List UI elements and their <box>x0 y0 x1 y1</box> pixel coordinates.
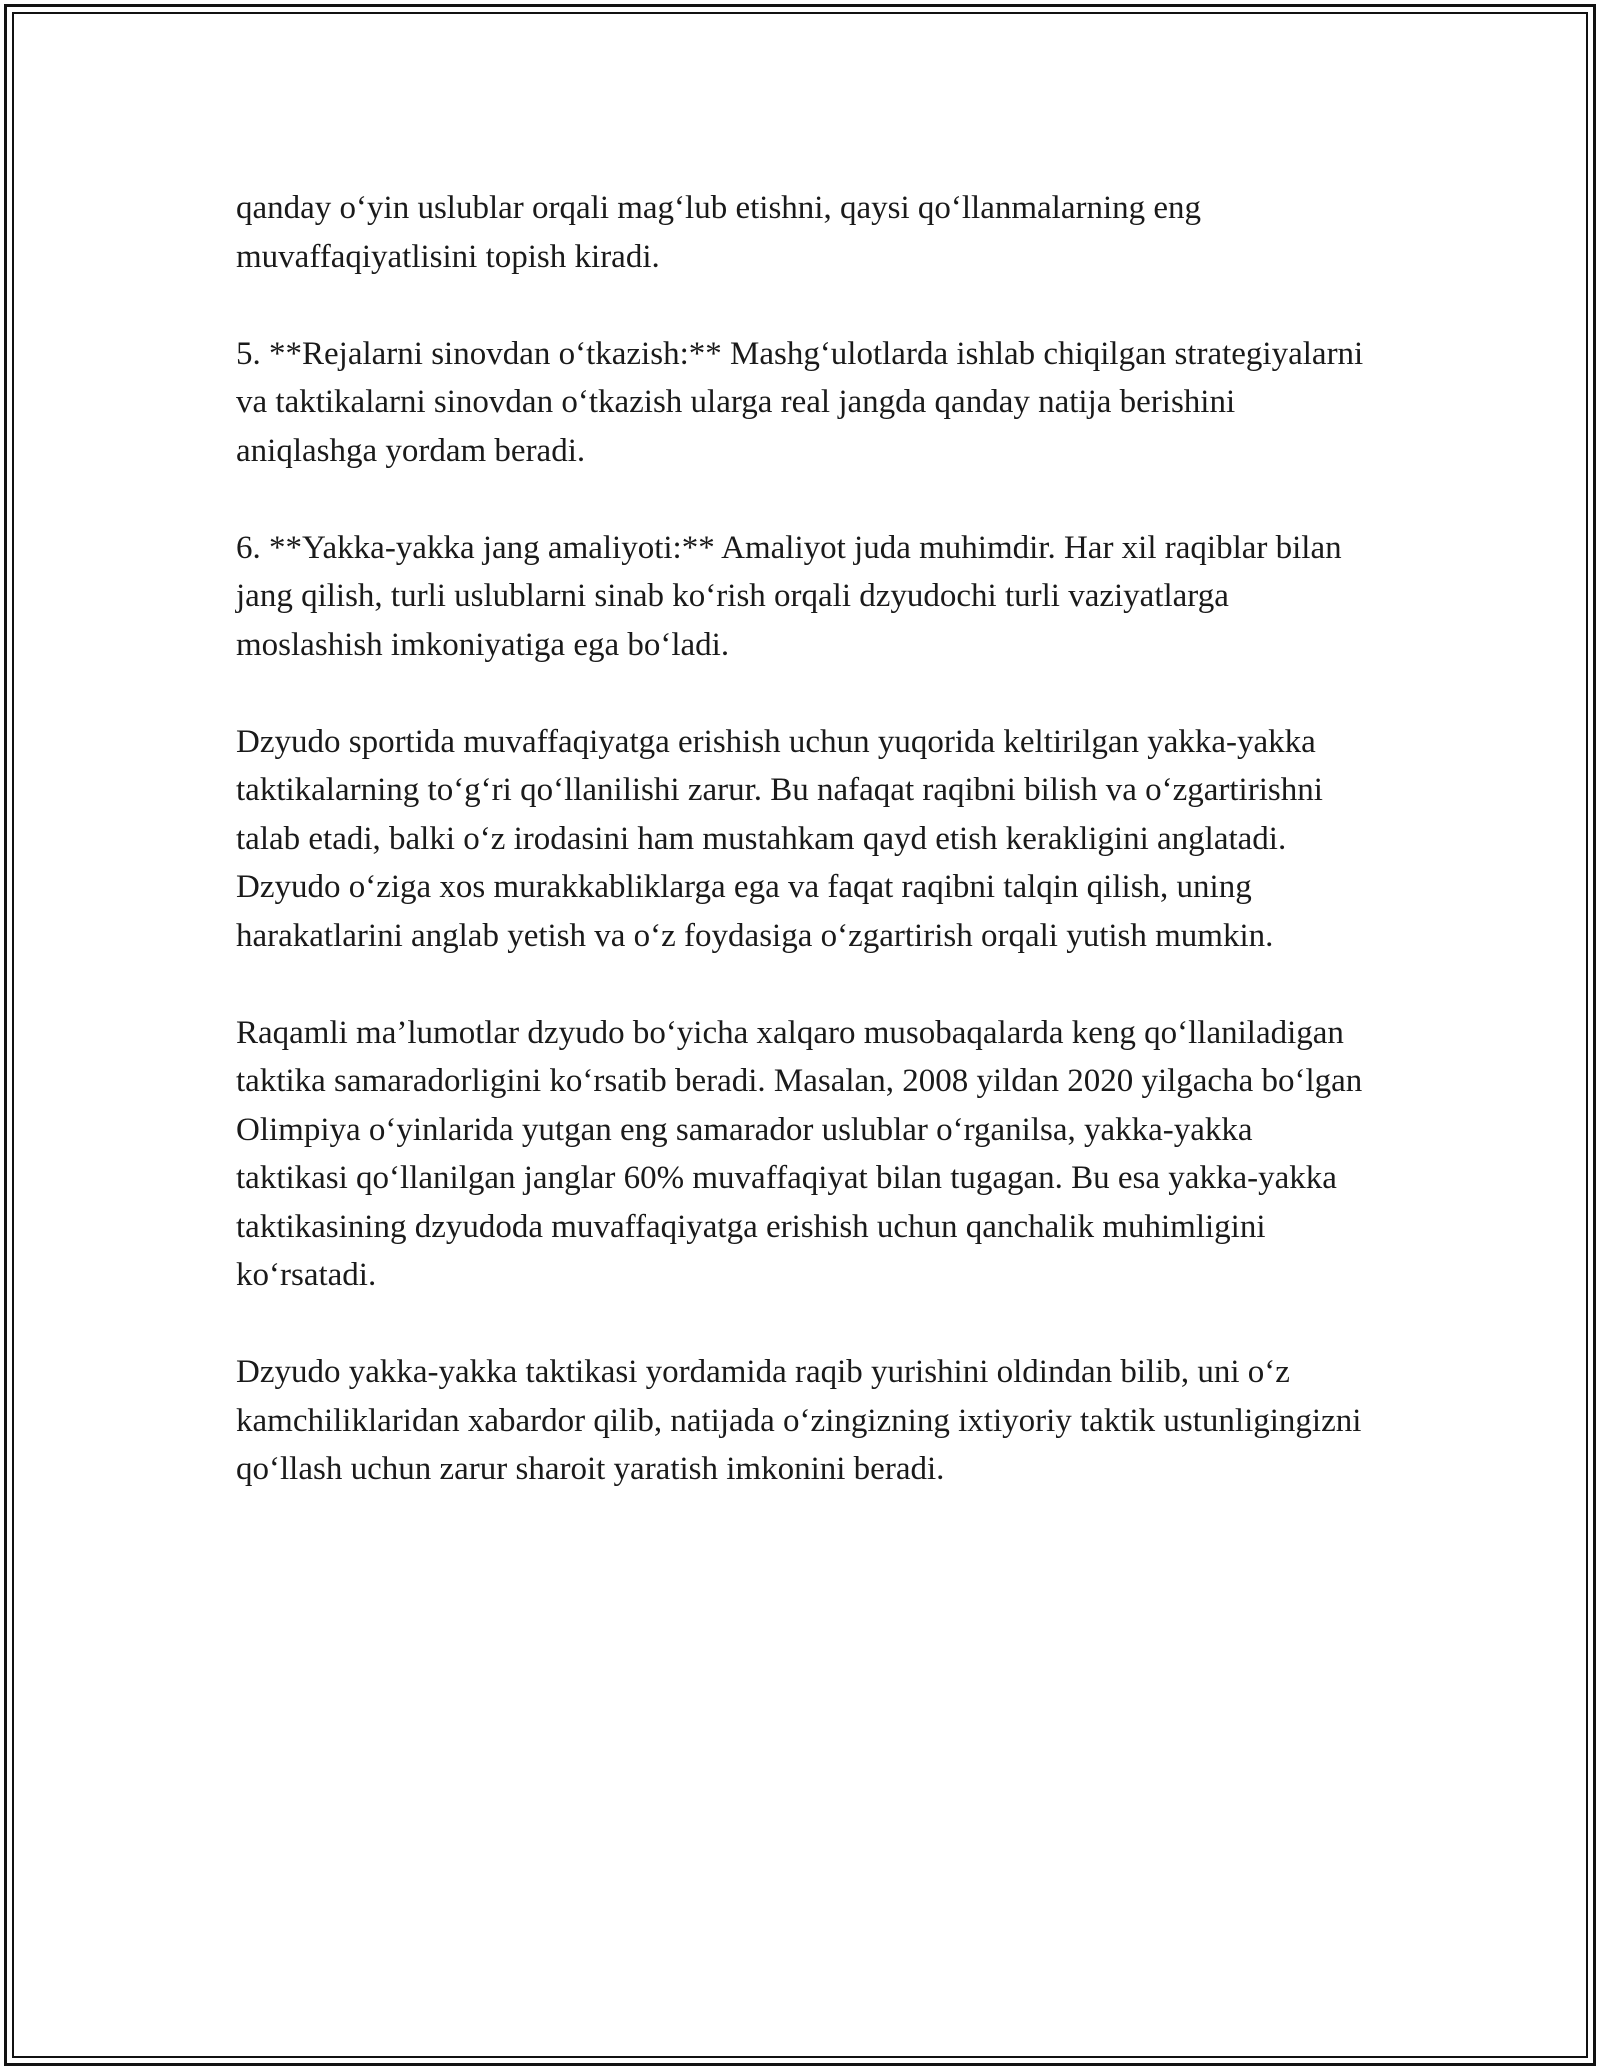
document-body <box>236 184 1366 1494</box>
paragraph-item-6: 6. **Yakka-yakka jang amaliyoti:** Amaliyot juda muhimdir. Har xil raqiblar bilan jang qilish, turli uslublarni sinab ko‘rish orqali dzyudochi turli vaziyatlarga moslashish imkoniyatiga ega bo‘ladi. <box>236 529 1342 663</box>
paragraph-continuation: qanday o‘yin uslublar orqali mag‘lub etishni, qaysi qo‘llanmalarning eng muvaffaqiyatlisini topish kiradi. <box>236 190 1202 275</box>
paragraph-conclusion: Dzyudo yakka-yakka taktikasi yordamida raqib yurishini oldindan bilib, uni o‘z kamchiliklaridan xabardor qilib, natijada o‘zingizning ixtiyoriy taktik ustunligingizni qo‘llash uchun zarur sharoit yaratish imkonini beradi. <box>236 1354 1362 1487</box>
paragraph-statistics: Raqamli ma’lumotlar dzyudo bo‘yicha xalqaro musobaqalarda keng qo‘llaniladigan taktika samaradorligini ko‘rsatib beradi. Masalan, 2008 yildan 2020 yilgacha bo‘lgan Olimpiya o‘yinlarida yutgan eng samarador uslublar o‘rganilsa, yakka-yakka taktikasi qo‘llanilgan janglar 60% muvaffaqiyat bilan tugagan. Bu esa yakka-yakka taktikasining dzyudoda muvaffaqiyatga erishish uchun qanchalik muhimligini ko‘rsatadi. <box>236 1014 1363 1293</box>
paragraph-item-5: 5. **Rejalarni sinovdan o‘tkazish:** Mashg‘ulotlarda ishlab chiqilgan strategiyalarni va taktikalarni sinovdan o‘tkazish ularga real jangda qanday natija berishini aniqlashga yordam beradi. <box>236 335 1364 469</box>
paragraph-success-tactics: Dzyudo sportida muvaffaqiyatga erishish uchun yuqorida keltirilgan yakka-yakka taktikalarning to‘g‘ri qo‘llanilishi zarur. Bu nafaqat raqibni bilish va o‘zgartirishni talab etadi, balki o‘z irodasini ham mustahkam qayd etish kerakligini anglatadi. Dzyudo o‘ziga xos murakkabliklarga ega va faqat raqibni talqin qilish, uning harakatlarini anglab yetish va o‘z foydasiga o‘zgartirish orqali yutish mumkin. <box>236 723 1323 954</box>
